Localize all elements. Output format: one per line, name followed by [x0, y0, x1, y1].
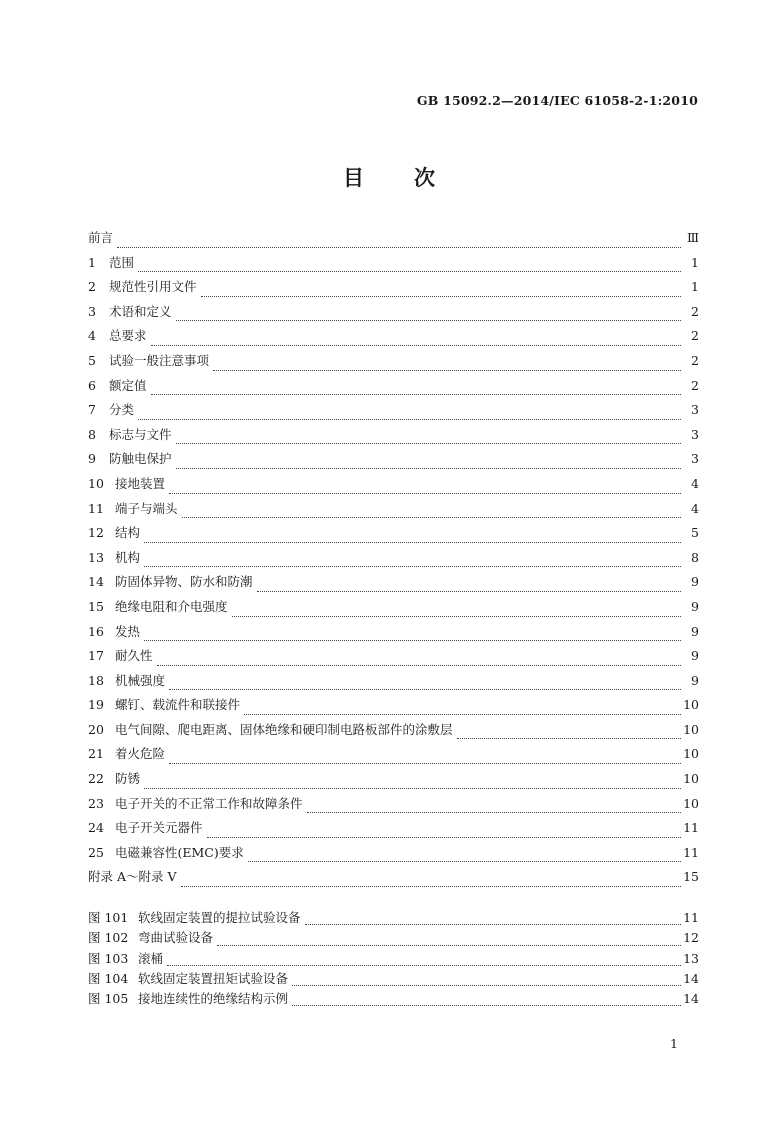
dot-leader: [305, 912, 681, 926]
entry-label: 电子开关的不正常工作和故障条件: [115, 795, 303, 811]
dot-leader: [117, 234, 681, 248]
toc-entry[interactable]: [88, 841, 699, 866]
dot-leader: [144, 529, 681, 543]
entry-label: 接地连续性的绝缘结构示例: [138, 991, 289, 1007]
toc-entry[interactable]: [88, 300, 699, 325]
entry-page-number: 13: [683, 950, 699, 966]
entry-number: 15: [88, 598, 104, 614]
entry-number: 16: [88, 623, 104, 639]
entry-number: 2: [88, 279, 96, 295]
entry-number: 10: [88, 475, 104, 491]
entry-number: 图 102: [88, 930, 129, 946]
entry-number: 19: [88, 697, 104, 713]
toc-entry[interactable]: [88, 767, 699, 792]
figure-entry[interactable]: [88, 969, 699, 989]
entry-label: 着火危险: [115, 746, 166, 762]
entry-label: 分类: [109, 402, 135, 418]
dot-leader: [169, 751, 681, 765]
toc-entry[interactable]: [88, 792, 699, 817]
entry-number: 14: [88, 574, 104, 590]
toc-entry[interactable]: [88, 693, 699, 718]
entry-page-number: 9: [691, 574, 699, 590]
dot-leader: [292, 973, 681, 987]
entry-label: 电气间隙、爬电距离、固体绝缘和硬印制电路板部件的涂敷层: [115, 721, 453, 737]
entry-number: 25: [88, 844, 104, 860]
entry-label: 标志与文件: [109, 426, 172, 442]
entry-label: 电磁兼容性(EMC)要求: [115, 844, 244, 860]
entry-label: 螺钉、载流件和联接件: [115, 697, 241, 713]
dot-leader: [144, 628, 681, 642]
entry-label: 端子与端头: [115, 500, 178, 516]
dot-leader: [157, 652, 681, 666]
entry-label: 耐久性: [115, 648, 153, 664]
entry-number: 1: [88, 254, 96, 270]
figure-entry[interactable]: [88, 908, 699, 928]
toc-entry[interactable]: [88, 423, 699, 448]
dot-leader: [144, 554, 681, 568]
dot-leader: [151, 382, 681, 396]
toc-entry[interactable]: [88, 669, 699, 694]
figure-entry[interactable]: [88, 949, 699, 969]
toc-entry[interactable]: [88, 472, 699, 497]
toc-entry[interactable]: [88, 521, 699, 546]
entry-number: 图 105: [88, 991, 129, 1007]
entry-label: 防锈: [115, 771, 141, 787]
entry-label: 软线固定装置的提拉试验设备: [138, 910, 301, 925]
dot-leader: [182, 505, 681, 519]
entry-label: 滚桶: [138, 950, 164, 966]
dot-leader: [201, 283, 681, 297]
entry-label: 额定值: [109, 377, 147, 393]
entry-number: 24: [88, 820, 104, 836]
toc-entry[interactable]: [88, 349, 699, 374]
entry-label: 规范性引用文件: [109, 279, 197, 295]
toc-entry[interactable]: [88, 644, 699, 669]
toc-entry[interactable]: [88, 816, 699, 841]
entry-number: 20: [88, 721, 104, 737]
table-of-contents: [88, 226, 699, 890]
entry-page-number: 9: [691, 672, 699, 688]
entry-page-number: 9: [691, 623, 699, 639]
dot-leader: [181, 874, 681, 888]
dot-leader: [176, 308, 681, 322]
entry-label: 总要求: [109, 328, 147, 344]
standard-number-header: GB 15092.2—2014/IEC 61058-2-1:2010: [416, 93, 698, 108]
entry-page-number: 3: [691, 426, 699, 442]
entry-number: 3: [88, 303, 96, 319]
entry-label: 防触电保护: [109, 451, 172, 467]
dot-leader: [169, 480, 681, 494]
dot-leader: [207, 824, 681, 838]
toc-entry[interactable]: [88, 718, 699, 743]
entry-page-number: 10: [683, 697, 699, 713]
entry-label: 接地装置: [115, 475, 166, 491]
dot-leader: [169, 677, 681, 691]
entry-page-number: 2: [691, 377, 699, 393]
entry-page-number: 3: [691, 402, 699, 418]
entry-page-number: 1: [691, 254, 699, 270]
dot-leader: [307, 800, 681, 814]
entry-number: 13: [88, 549, 104, 565]
entry-number: 23: [88, 795, 104, 811]
dot-leader: [151, 332, 681, 346]
entry-number: 图 104: [88, 970, 129, 986]
toc-entry[interactable]: [88, 226, 699, 251]
figure-entry[interactable]: [88, 928, 699, 948]
dot-leader: [217, 932, 681, 946]
entry-page-number: 8: [691, 549, 699, 565]
entry-page-number: 12: [683, 930, 699, 946]
entry-label: 软线固定装置扭矩试验设备: [138, 970, 289, 986]
entry-label: 弯曲试验设备: [138, 930, 214, 946]
dot-leader: [176, 431, 681, 445]
dot-leader: [138, 259, 681, 273]
dot-leader: [248, 849, 681, 863]
entry-page-number: 10: [683, 721, 699, 737]
dot-leader: [144, 775, 681, 789]
toc-entry[interactable]: [88, 324, 699, 349]
toc-entry[interactable]: [88, 374, 699, 399]
entry-page-number: 11: [683, 820, 699, 836]
entry-page-number: 9: [691, 648, 699, 664]
dot-leader: [232, 603, 681, 617]
entry-label: 发热: [115, 623, 141, 639]
entry-page-number: Ⅲ: [686, 230, 699, 245]
entry-label: 结构: [115, 525, 141, 541]
entry-page-number: 2: [691, 328, 699, 344]
entry-number: 18: [88, 672, 104, 688]
entry-label: 绝缘电阻和介电强度: [115, 598, 228, 614]
entry-number: 8: [88, 426, 96, 442]
dot-leader: [138, 406, 681, 420]
entry-number: 6: [88, 377, 96, 393]
entry-page-number: 5: [691, 525, 699, 541]
entry-number: 7: [88, 402, 96, 418]
dot-leader: [244, 701, 681, 715]
entry-page-number: 10: [683, 771, 699, 787]
entry-number: 图 103: [88, 950, 129, 966]
entry-number: 17: [88, 648, 104, 664]
entry-page-number: 11: [683, 910, 699, 925]
entry-page-number: 2: [691, 303, 699, 319]
dot-leader: [176, 455, 681, 469]
entry-page-number: 11: [683, 844, 699, 860]
entry-page-number: 2: [691, 352, 699, 368]
entry-label: 机构: [115, 549, 141, 565]
entry-number: 11: [88, 500, 104, 516]
entry-page-number: 14: [683, 991, 699, 1007]
toc-entry[interactable]: [88, 251, 699, 276]
toc-entry[interactable]: [88, 398, 699, 423]
toc-entry[interactable]: [88, 865, 699, 890]
entry-label: 机械强度: [115, 672, 166, 688]
entry-page-number: 10: [683, 795, 699, 811]
entry-number: 9: [88, 451, 96, 467]
entry-label: 附录 A～附录 V: [88, 869, 177, 885]
entry-page-number: 14: [683, 970, 699, 986]
entry-page-number: 9: [691, 598, 699, 614]
toc-entry[interactable]: [88, 595, 699, 620]
entry-page-number: 1: [691, 279, 699, 295]
entry-number: 21: [88, 746, 104, 762]
page-number: 1: [670, 1036, 678, 1051]
dot-leader: [257, 578, 681, 592]
page-title: 目次: [343, 165, 485, 190]
figure-entry[interactable]: [88, 989, 699, 1009]
entry-page-number: 4: [691, 500, 699, 516]
entry-label: 范围: [109, 254, 135, 270]
entry-label: 术语和定义: [109, 303, 172, 319]
entry-label: 电子开关元器件: [115, 820, 203, 836]
entry-page-number: 10: [683, 746, 699, 762]
dot-leader: [213, 357, 681, 371]
entry-label: 试验一般注意事项: [109, 352, 210, 368]
toc-entry[interactable]: [88, 570, 699, 595]
toc-entry[interactable]: [88, 546, 699, 571]
entry-label: 防固体异物、防水和防潮: [115, 574, 253, 590]
entry-number: 12: [88, 525, 104, 541]
entry-number: 22: [88, 771, 104, 787]
toc-entry[interactable]: [88, 447, 699, 472]
toc-entry[interactable]: [88, 497, 699, 522]
dot-leader: [167, 952, 681, 966]
entry-number: 4: [88, 328, 96, 344]
entry-page-number: 15: [683, 869, 699, 885]
dot-leader: [292, 993, 681, 1007]
dot-leader: [457, 726, 681, 740]
entry-page-number: 4: [691, 475, 699, 491]
entry-page-number: 3: [691, 451, 699, 467]
entry-label: 前言: [88, 230, 114, 245]
list-of-figures: [88, 908, 699, 1009]
entry-number: 5: [88, 352, 96, 368]
toc-entry[interactable]: [88, 620, 699, 645]
entry-number: 图 101: [88, 910, 129, 925]
toc-entry[interactable]: [88, 742, 699, 767]
toc-entry[interactable]: [88, 275, 699, 300]
